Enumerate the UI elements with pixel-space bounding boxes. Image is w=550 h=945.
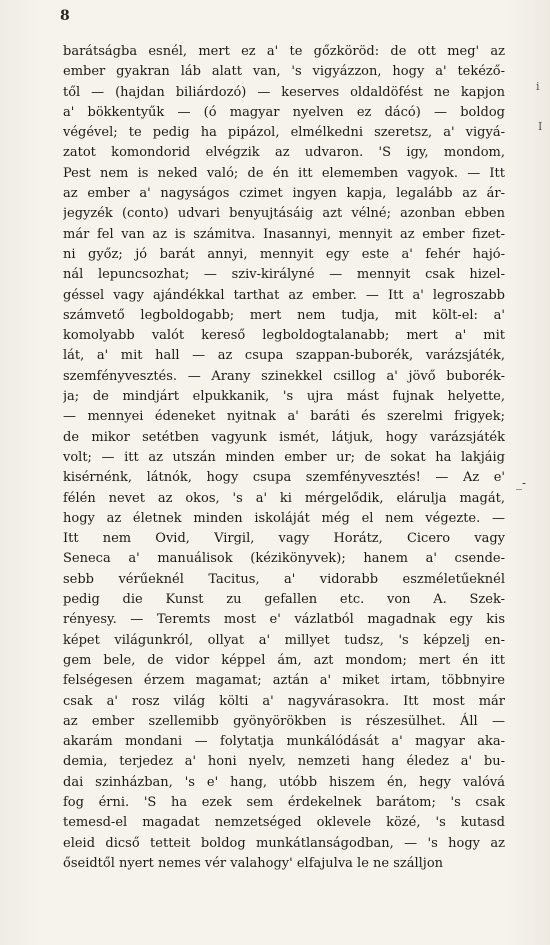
text-line: zatot komondorid elvégzik az udvaron. 'S igy, mondom, <box>63 145 505 161</box>
page-number: 8 <box>60 8 70 24</box>
text-line: ja; de mindjárt elpukkanik, 's ujra mást fujnak helyette, <box>63 389 505 405</box>
text-line: temesd-el magadat nemzetséged oklevele közé, 's kutasd <box>63 815 505 831</box>
text-line: nál lepuncsozhat; — sziv-királyné — mennyit csak hizel- <box>63 267 505 283</box>
text-line: től — (hajdan biliárdozó) — keserves oldaldöfést ne kapjon <box>63 84 505 100</box>
margin-mark: I <box>538 120 543 133</box>
text-line: csak a' rosz világ költi a' nagyvárasokra. Itt most már <box>63 693 505 709</box>
text-line: kisérnénk, látnók, hogy csupa szemfényvesztés! — Az e' <box>63 470 505 486</box>
text-line: lát, a' mit hall — az csupa szappan-buborék, varázsjáték, <box>63 348 505 364</box>
text-line: Itt nem Ovid, Virgil, vagy Horátz, Cicero vagy <box>63 531 505 547</box>
text-line: — mennyei édeneket nyitnak a' baráti és szerelmi frigyek; <box>63 409 505 425</box>
text-line: volt; — itt az utszán minden ember ur; de sokat ha lakjáig <box>63 449 505 465</box>
text-line: Seneca a' manuálisok (kézikönyvek); hanem a' csende- <box>63 551 505 567</box>
text-line: demia, terjedez a' honi nyelv, nemzeti hang éledez a' bu- <box>63 754 505 770</box>
text-line: végével; te pedig ha pipázol, elmélkedni szeretsz, a' vigyá- <box>63 125 505 141</box>
text-line: akarám mondani — folytatja munkálódását a' magyar aka- <box>63 734 505 750</box>
text-line: géssel vagy ajándékkal tarthat az ember. — Itt a' legroszabb <box>63 287 505 303</box>
text-line: eleid dicső tetteit boldog munkátlanságodban, — 's hogy az <box>63 835 505 851</box>
margin-mark: _- <box>516 476 527 490</box>
text-line: barátságba esnél, mert ez a' te gőzköröd: de ott meg' az <box>63 44 505 59</box>
text-line: számvető legboldogabb; mert nem tudja, mit költ-el: a' <box>63 307 505 323</box>
text-line: dai szinházban, 's e' hang, utóbb hiszem én, hegy valóvá <box>63 774 505 790</box>
text-line: a' bökkentyűk — (ó magyar nyelven ez dácó) — boldog <box>63 104 505 120</box>
text-line: őseidtől nyert nemes vér valahogy' elfajulva le ne szálljon <box>63 855 444 871</box>
text-line: szemfényvesztés. — Arany szinekkel csillog a' jövő buborék- <box>63 368 505 384</box>
text-line: ni győz; jó barát annyi, mennyit egy este a' fehér hajó- <box>63 246 505 262</box>
text-line: már fel van az is számitva. Inasannyi, mennyit az ember fizet- <box>63 226 505 242</box>
body-text <box>63 42 505 874</box>
text-line: sebb vérűeknél Tacitus, a' vidorabb eszméletűeknél <box>63 571 505 587</box>
text-line: fog érni. 'S ha ezek sem érdekelnek barátom; 's csak <box>63 794 505 810</box>
margin-mark: i <box>536 80 540 93</box>
text-line: komolyabb valót kereső legboldogtalanabb; mert a' mit <box>63 328 505 344</box>
text-line: képet világunkról, ollyat a' millyet tudsz, 's képzelj en- <box>63 632 505 648</box>
text-line: gem bele, de vidor képpel ám, azt mondom; mert én itt <box>63 652 505 668</box>
text-line: az ember szellemibb gyönyörökben is részesülhet. Áll — <box>63 713 505 729</box>
text-line: az ember a' nagyságos czimet ingyen kapja, legalább az ár- <box>63 186 505 202</box>
text-line: pedig die Kunst zu gefallen etc. von A. Szek- <box>63 592 505 608</box>
text-line: félén nevet az okos, 's a' ki mérgelődik, elárulja magát, <box>63 490 505 506</box>
text-line: felségesen érzem magamat; aztán a' miket irtam, többnyire <box>63 673 505 689</box>
text-line: jegyzék (conto) udvari benyujtásáig azt vélné; azonban ebben <box>63 206 505 222</box>
text-line: Pest nem is neked való; de én itt elememben vagyok. — Itt <box>63 165 505 181</box>
text-line: ember gyakran láb alatt van, 's vigyázzon, hogy a' tekéző- <box>63 64 505 80</box>
text-line: rényesy. — Teremts most e' vázlatból magadnak egy kis <box>63 612 505 628</box>
text-line: hogy az életnek minden iskoláját még el nem végezte. — <box>63 510 505 526</box>
text-line: de mikor setétben vagyunk ismét, látjuk, hogy varázsjáték <box>63 429 505 445</box>
